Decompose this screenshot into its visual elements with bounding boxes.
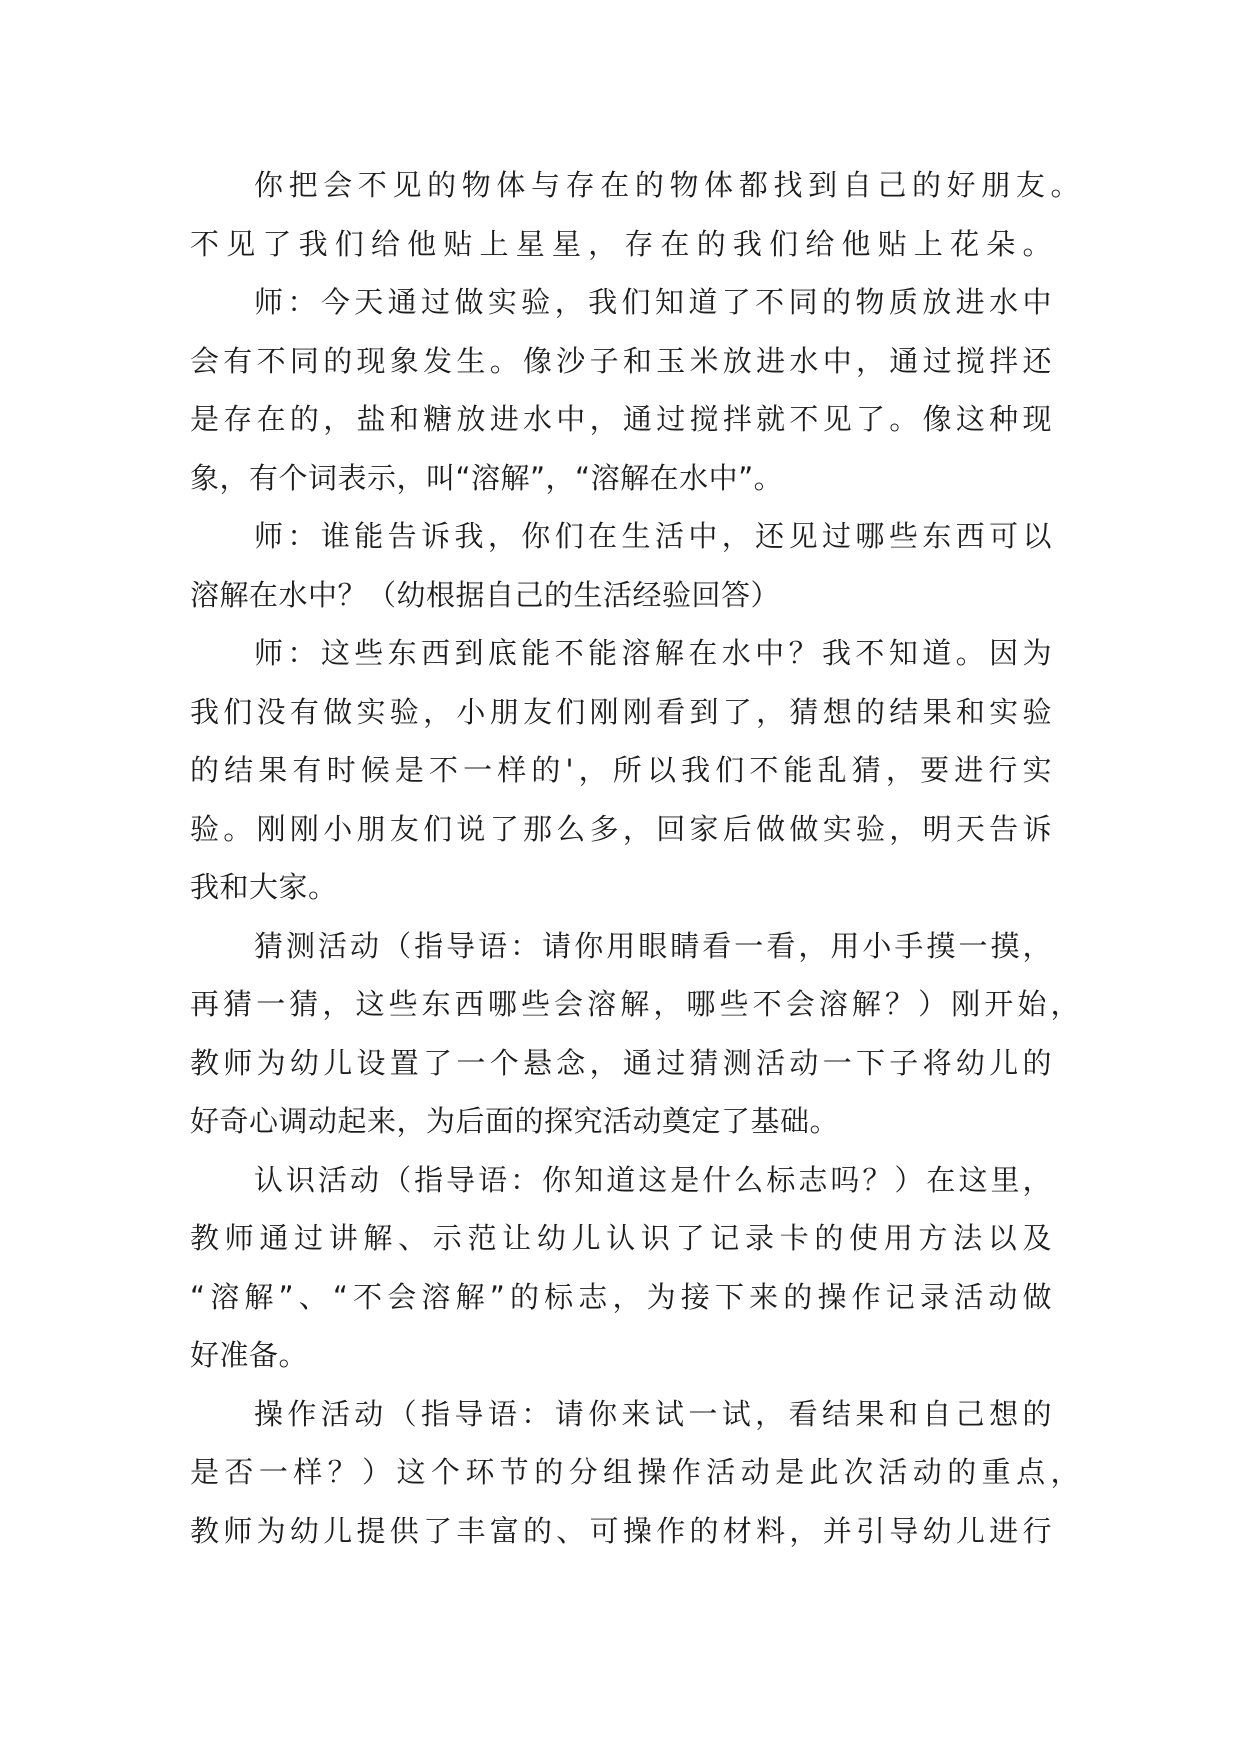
text-line: 师：谁能告诉我，你们在生活中，还见过哪些东西可以 <box>254 519 1052 553</box>
document-body <box>190 156 1080 1560</box>
paragraph <box>190 273 1052 507</box>
text-line: 是存在的，盐和糖放进水中，通过搅拌就不见了。像这种现 <box>190 402 1052 436</box>
paragraph <box>190 1385 1080 1561</box>
text-line: 我们没有做实验，小朋友们刚刚看到了，猜想的结果和实验 <box>190 694 1052 729</box>
text-line: 认识活动（指导语：你知道这是什么标志吗？）在这里， <box>254 1162 1052 1197</box>
text-line: 象，有个词表示，叫“溶解”，“溶解在水中”。 <box>190 460 784 495</box>
text-line: 师：今天通过做实验，我们知道了不同的物质放进水中 <box>254 285 1052 319</box>
text-line: 教师为幼儿设置了一个悬念，通过猜测活动一下子将幼儿的 <box>190 1045 1052 1080</box>
text-line: 你把会不见的物体与存在的物体都找到自己的好朋友。 <box>254 168 1080 202</box>
paragraph <box>190 507 1052 624</box>
text-line: 我和大家。 <box>190 870 338 904</box>
text-line: 的结果有时候是不一样的'，所以我们不能乱猜，要进行实 <box>190 753 1052 787</box>
text-line: 再猜一猜，这些东西哪些会溶解，哪些不会溶解？）刚开始， <box>190 987 1080 1021</box>
text-line: 是否一样？）这个环节的分组操作活动是此次活动的重点， <box>190 1455 1080 1489</box>
paragraph <box>190 917 1080 1151</box>
paragraph <box>190 624 1052 917</box>
text-line: 猜测活动（指导语：请你用眼睛看一看，用小手摸一摸， <box>254 928 1052 963</box>
paragraph <box>190 1151 1052 1385</box>
text-line: 好准备。 <box>190 1338 309 1372</box>
text-line: 师：这些东西到底能不能溶解在水中？我不知道。因为 <box>254 636 1052 670</box>
text-line: 好奇心调动起来，为后面的探究活动奠定了基础。 <box>190 1104 840 1138</box>
text-line: 教师为幼儿提供了丰富的、可操作的材料，并引导幼儿进行 <box>190 1513 1052 1548</box>
text-line: 操作活动（指导语：请你来试一试，看结果和自己想的 <box>254 1396 1052 1431</box>
text-line: 验。刚刚小朋友们说了那么多，回家后做做实验，明天告诉 <box>190 811 1052 846</box>
text-line: “溶解”、“不会溶解”的标志，为接下来的操作记录活动做 <box>190 1279 1052 1314</box>
text-line: 会有不同的现象发生。像沙子和玉米放进水中，通过搅拌还 <box>190 343 1052 378</box>
text-line: 不见了我们给他贴上星星，存在的我们给他贴上花朵。 <box>190 226 1052 261</box>
paragraph <box>190 156 1080 273</box>
text-line: 教师通过讲解、示范让幼儿认识了记录卡的使用方法以及 <box>190 1221 1052 1255</box>
text-line: 溶解在水中？（幼根据自己的生活经验回答） <box>190 577 781 612</box>
